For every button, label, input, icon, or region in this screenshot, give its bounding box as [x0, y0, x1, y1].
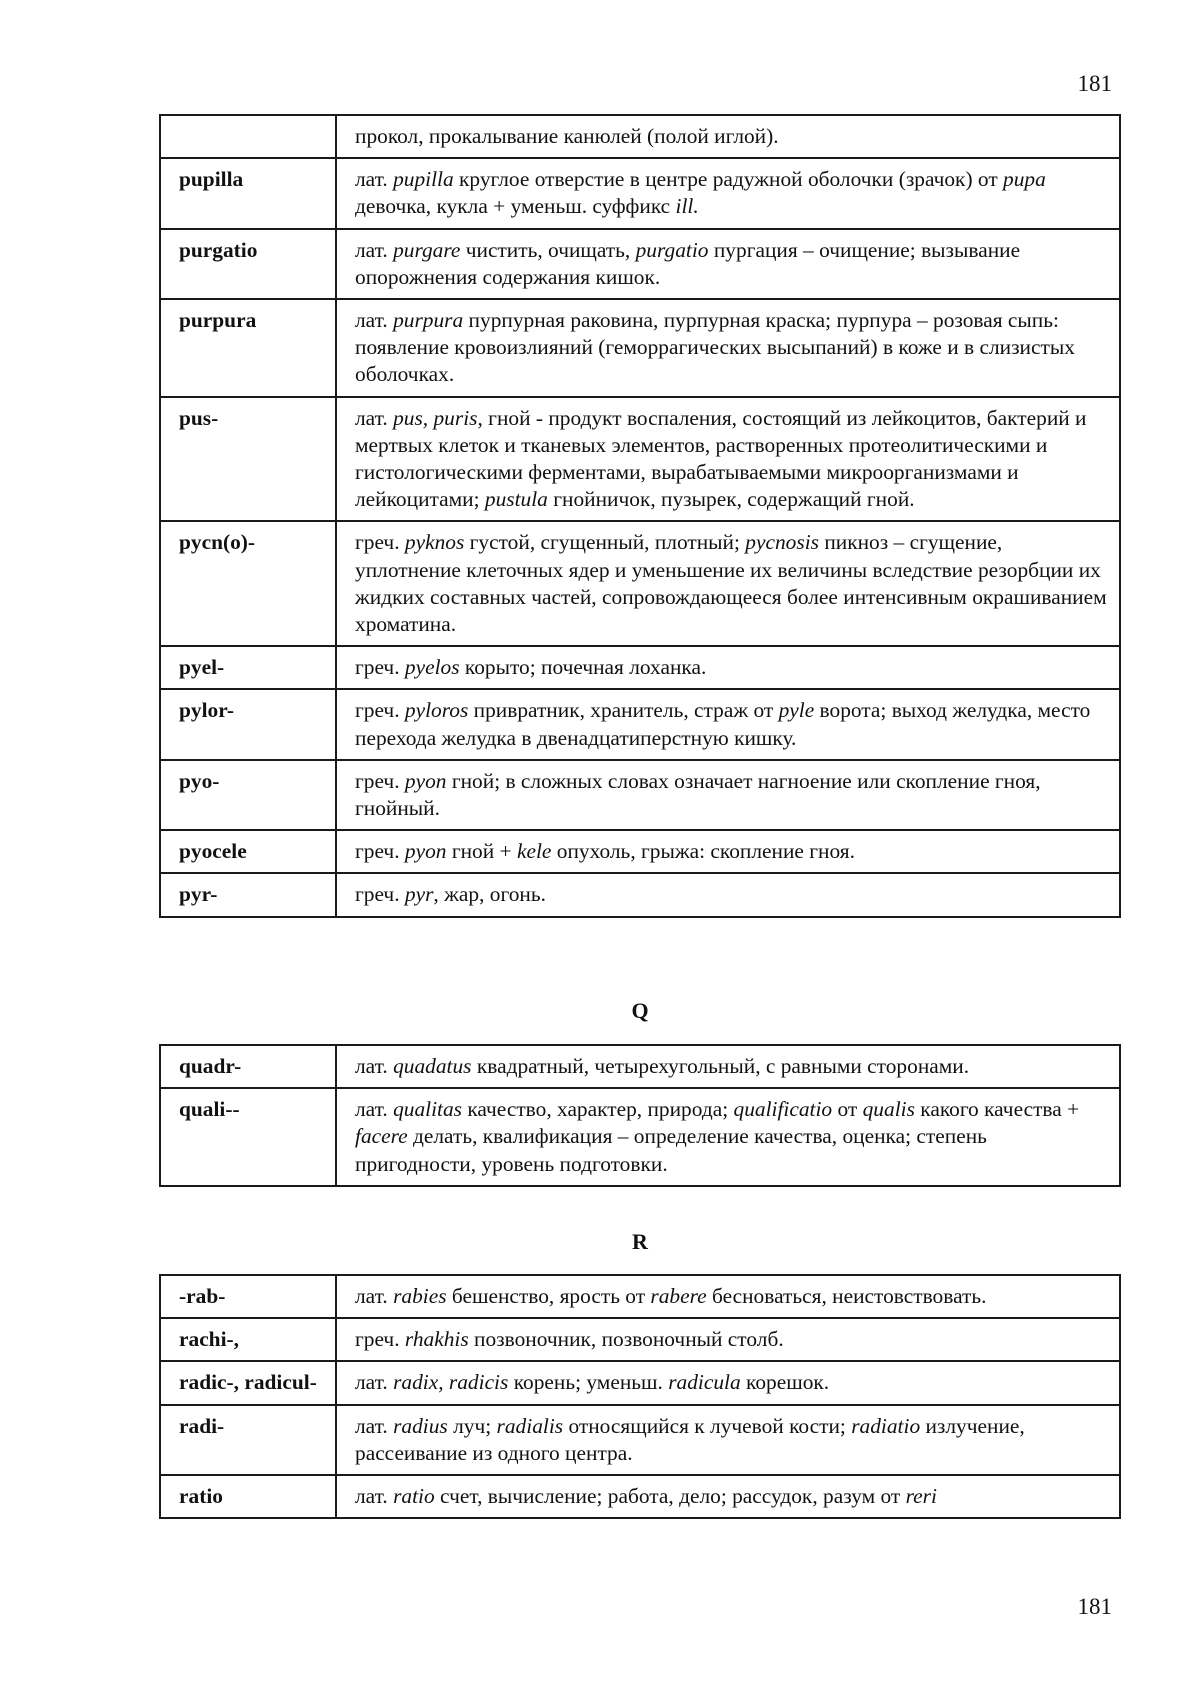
definition-segment: пикноз – сгущение, уплотнение клеточных ядер и уменьшение их величины вследствие резорбции их жидких составных частей, сопровождающееся более интенсивным окрашиванием хроматина. — [355, 530, 1107, 637]
section-heading-r: R — [632, 1229, 648, 1254]
definition-segment: лат. — [355, 1370, 394, 1395]
definition-segment: привратник, хранитель, страж от — [468, 698, 779, 723]
entry-term: ratio — [160, 1475, 336, 1518]
definition-segment: лат. — [355, 1097, 394, 1122]
table-row — [160, 397, 1120, 522]
definition-segment: гной + — [446, 839, 517, 864]
definition-segment: лат. — [355, 308, 394, 333]
definition-italic-segment: ill. — [675, 194, 699, 219]
definition-segment: гнойничок, пузырек, содержащий гной. — [547, 487, 915, 512]
definition-segment: греч. — [355, 768, 405, 793]
definition-italic-segment: reri — [905, 1484, 937, 1509]
definition-italic-segment: quadatus — [393, 1054, 472, 1078]
definition-italic-segment: rhakhis — [404, 1327, 469, 1352]
definition-segment: , жар, огонь. — [433, 882, 546, 907]
entry-term: purgatio — [160, 229, 336, 299]
entry-term: quadr- — [160, 1045, 336, 1088]
entry-term: pycn(o)- — [160, 521, 336, 646]
definition-italic-segment: pus, puris — [393, 405, 478, 430]
definition-italic-segment: purgare — [393, 237, 461, 262]
definition-italic-segment: radicula — [668, 1370, 741, 1395]
definition-segment: лат. — [355, 167, 394, 192]
table-row — [160, 873, 1120, 916]
table-row — [160, 760, 1120, 830]
definition-italic-segment: pustula — [484, 487, 548, 512]
definition-segment: греч. — [355, 839, 405, 864]
section-heading-q: Q — [631, 998, 649, 1023]
definition-segment: позвоночник, позвоночный столб. — [468, 1327, 784, 1352]
table-row — [160, 158, 1120, 228]
definition-italic-segment: radiatio — [851, 1413, 921, 1438]
definition-segment: греч. — [355, 1327, 405, 1352]
definition-italic-segment: pycnosis — [745, 530, 819, 555]
table-row — [160, 1045, 1120, 1088]
definition-segment: относящийся к лучевой кости; — [563, 1413, 852, 1438]
entry-definition — [336, 158, 1120, 228]
definition-italic-segment: rabere — [650, 1284, 707, 1308]
definition-segment: луч; — [447, 1413, 497, 1438]
page-number-top: 181 — [1077, 71, 1112, 96]
definition-italic-segment: pyloros — [404, 698, 469, 723]
definition-segment: греч. — [355, 698, 405, 723]
definition-italic-segment: pyelos — [404, 655, 460, 680]
entry-definition — [336, 1045, 1120, 1088]
dictionary-table-p — [159, 114, 1121, 918]
definition-segment: пурпурная раковина, пурпурная краска; пурпура – розовая сыпь: появление кровоизлияний (геморрагических высыпаний) в коже и в слизистых оболочках. — [355, 308, 1075, 387]
definition-segment: бешенство, ярость от — [446, 1284, 651, 1308]
table-row — [160, 1275, 1120, 1318]
table-row — [160, 1475, 1120, 1518]
entry-definition — [336, 830, 1120, 873]
table-row — [160, 1361, 1120, 1404]
entry-term: pylor- — [160, 689, 336, 759]
entry-term: pyel- — [160, 646, 336, 689]
definition-italic-segment: pyr — [404, 882, 434, 907]
definition-segment: лат. — [355, 237, 394, 262]
definition-italic-segment: radialis — [496, 1413, 564, 1438]
definition-segment: круглое отверстие в центре радужной оболочки (зрачок) от — [453, 167, 1004, 192]
definition-segment: лат. — [355, 1484, 394, 1509]
definition-segment: корень; уменьш. — [508, 1370, 669, 1395]
definition-italic-segment: ratio — [393, 1484, 435, 1509]
entry-definition — [336, 689, 1120, 759]
entry-definition — [336, 1405, 1120, 1475]
definition-italic-segment: purgatio — [635, 237, 709, 262]
definition-segment: лат. — [355, 1413, 394, 1438]
entry-term: rachi-, — [160, 1318, 336, 1361]
entry-definition — [336, 521, 1120, 646]
definition-segment: от — [832, 1097, 863, 1122]
entry-term: pupilla — [160, 158, 336, 228]
definition-italic-segment: pyon — [404, 839, 447, 864]
definition-segment: греч. — [355, 882, 405, 907]
definition-italic-segment: qualis — [862, 1097, 915, 1122]
definition-italic-segment: kele — [516, 839, 552, 864]
definition-italic-segment: pupilla — [393, 167, 454, 192]
definition-segment: бесноваться, неистовствовать. — [706, 1284, 987, 1308]
definition-segment: какого качества + — [914, 1097, 1080, 1122]
entry-term: radi- — [160, 1405, 336, 1475]
definition-segment: корыто; почечная лоханка. — [459, 655, 707, 680]
entry-term: -rab- — [160, 1275, 336, 1318]
definition-italic-segment: pyle — [778, 698, 815, 723]
table-row — [160, 521, 1120, 646]
definition-italic-segment: pyknos — [404, 530, 465, 555]
definition-italic-segment: pyon — [404, 768, 447, 793]
table-row — [160, 229, 1120, 299]
entry-definition — [336, 299, 1120, 397]
definition-italic-segment: radius — [393, 1413, 448, 1438]
definition-segment: густой, сгущенный, плотный; — [464, 530, 746, 555]
entry-definition — [336, 397, 1120, 522]
entry-definition — [336, 1475, 1120, 1518]
definition-segment: лат. — [355, 405, 394, 430]
definition-italic-segment: qualitas — [393, 1097, 462, 1122]
definition-segment: греч. — [355, 530, 405, 555]
definition-italic-segment: radix, radicis — [393, 1370, 509, 1395]
entry-term: radic-, radicul- — [160, 1361, 336, 1404]
definition-italic-segment: pupa — [1003, 167, 1046, 192]
definition-segment: корешок. — [740, 1370, 830, 1395]
definition-segment: прокол, прокалывание канюлей (полой иглой). — [355, 124, 779, 148]
table-row — [160, 646, 1120, 689]
definition-segment: излучение, рассеивание из одного центра. — [355, 1413, 1025, 1465]
entry-term — [160, 115, 336, 158]
entry-definition — [336, 115, 1120, 158]
definition-segment: лат. — [355, 1054, 394, 1078]
entry-term: quali-- — [160, 1088, 336, 1186]
entry-definition — [336, 873, 1120, 916]
table-row — [160, 1405, 1120, 1475]
definition-segment: чистить, очищать, — [460, 237, 636, 262]
definition-italic-segment: purpura — [393, 308, 464, 333]
definition-segment: опухоль, грыжа: скопление гноя. — [551, 839, 855, 864]
definition-segment: делать, квалификация – определение качества, оценка; степень пригодности, уровень подготовки. — [355, 1124, 987, 1176]
definition-segment: пургация – очищение; вызывание опорожнения содержания кишок. — [355, 237, 1021, 289]
entry-definition — [336, 1361, 1120, 1404]
definition-segment: гной; в сложных словах означает нагноение или скопление гноя, гнойный. — [355, 768, 1041, 821]
entry-definition — [336, 646, 1120, 689]
entry-term: pus- — [160, 397, 336, 522]
table-row — [160, 115, 1120, 158]
table-row — [160, 299, 1120, 397]
dictionary-table-q — [159, 1044, 1121, 1187]
definition-segment: счет, вычисление; работа, дело; рассудок, разум от — [434, 1484, 906, 1509]
table-row — [160, 830, 1120, 873]
definition-segment: качество, характер, природа; — [462, 1097, 734, 1122]
entry-definition — [336, 1088, 1120, 1186]
definition-segment: девочка, кукла + уменьш. суффикс — [355, 194, 676, 219]
entry-definition — [336, 229, 1120, 299]
entry-definition — [336, 1275, 1120, 1318]
definition-italic-segment: rabies — [393, 1284, 447, 1308]
table-row — [160, 1318, 1120, 1361]
table-row — [160, 1088, 1120, 1186]
entry-term: pyr- — [160, 873, 336, 916]
entry-term: pyocele — [160, 830, 336, 873]
page-number-bottom: 181 — [1077, 1594, 1112, 1619]
definition-italic-segment: qualificatio — [733, 1097, 833, 1122]
definition-segment: ворота; выход желудка, место перехода желудка в двенадцатиперстную кишку. — [355, 698, 1091, 750]
entry-term: purpura — [160, 299, 336, 397]
definition-segment: лат. — [355, 1284, 394, 1308]
dictionary-table-r — [159, 1274, 1121, 1519]
entry-term: pyo- — [160, 760, 336, 830]
definition-italic-segment: facere — [355, 1124, 408, 1149]
definition-segment: , гной - продукт воспаления, состоящий из лейкоцитов, бактерий и мертвых клеток и тканевых элементов, растворенных протеолитическими и гистологическими ферментами, вырабатываемыми микроорганизмами и лейкоцитами; — [355, 405, 1087, 512]
definition-segment: греч. — [355, 655, 405, 680]
table-row — [160, 689, 1120, 759]
entry-definition — [336, 1318, 1120, 1361]
entry-definition — [336, 760, 1120, 830]
definition-segment: квадратный, четырехугольный, с равными сторонами. — [471, 1054, 970, 1078]
